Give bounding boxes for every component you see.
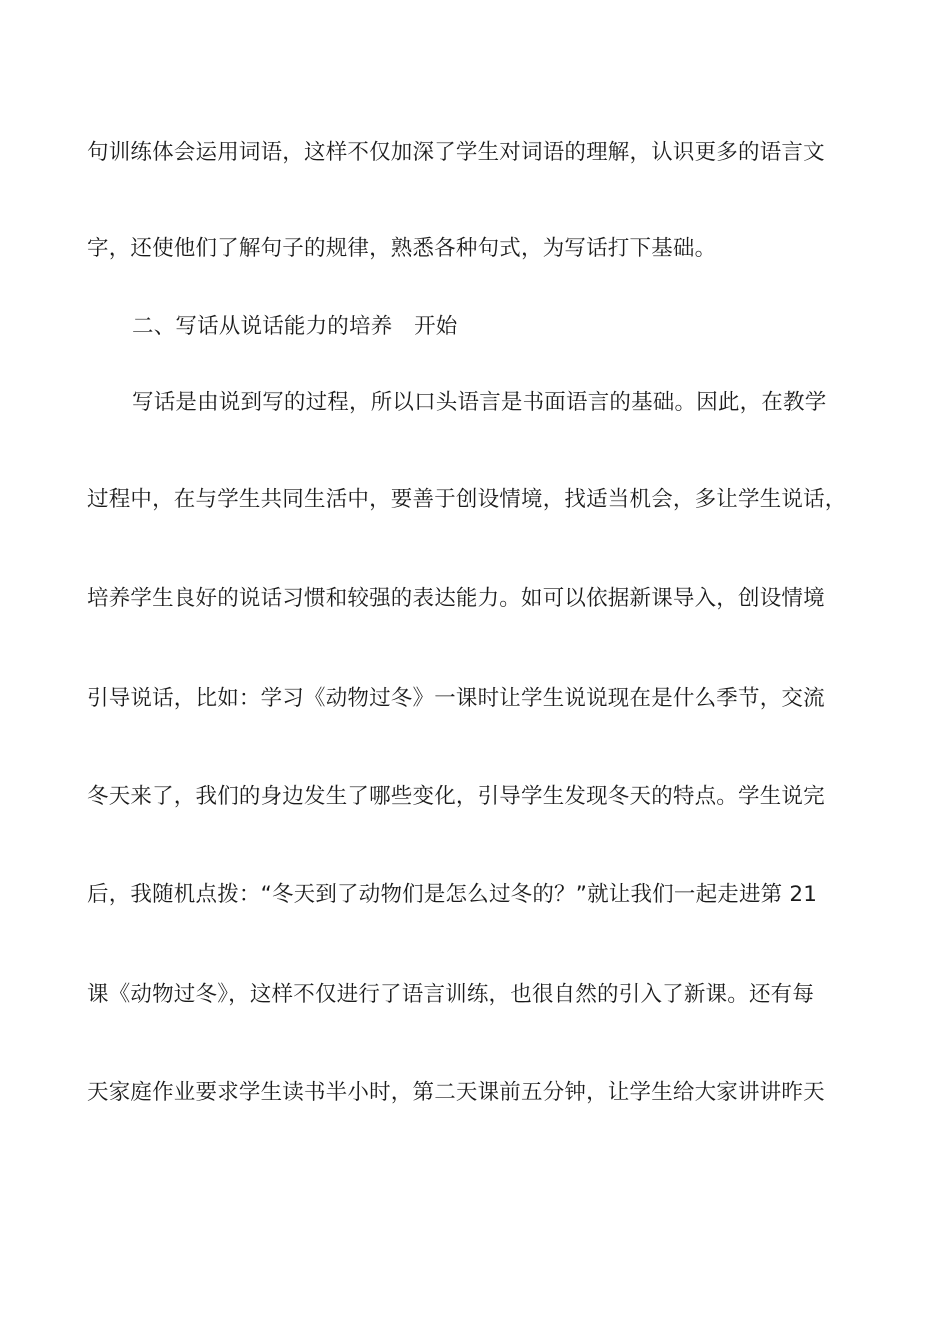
body-text-line: 冬天来了，我们的身边发生了哪些变化，引导学生发现冬天的特点。学生说完 [87,784,825,809]
section-heading: 二、写话从说话能力的培养 开始 [132,314,458,339]
body-text-line: 天家庭作业要求学生读书半小时，第二天课前五分钟，让学生给大家讲讲昨天 [87,1080,825,1105]
body-text-line: 培养学生良好的说话习惯和较强的表达能力。如可以依据新课导入，创设情境 [87,586,825,611]
body-text-line: 课《动物过冬》，这样不仅进行了语言训练，也很自然的引入了新课。还有每 [87,982,815,1007]
paragraph-first-line: 写话是由说到写的过程，所以口头语言是书面语言的基础。因此，在教学 [132,390,827,415]
body-text-line: 引导说话，比如：学习《动物过冬》一课时让学生说说现在是什么季节，交流 [87,686,825,711]
body-text-line: 过程中，在与学生共同生活中，要善于创设情境，找适当机会，多让学生说话， [87,487,847,512]
body-text-line: 后，我随机点拨：“冬天到了动物们是怎么过冬的？”就让我们一起走进第 21 [87,882,818,907]
body-text-line: 句训练体会运用词语，这样不仅加深了学生对词语的理解，认识更多的语言文 [87,140,825,165]
body-text-line: 字，还使他们了解句子的规律，熟悉各种句式，为写话打下基础。 [87,236,717,261]
